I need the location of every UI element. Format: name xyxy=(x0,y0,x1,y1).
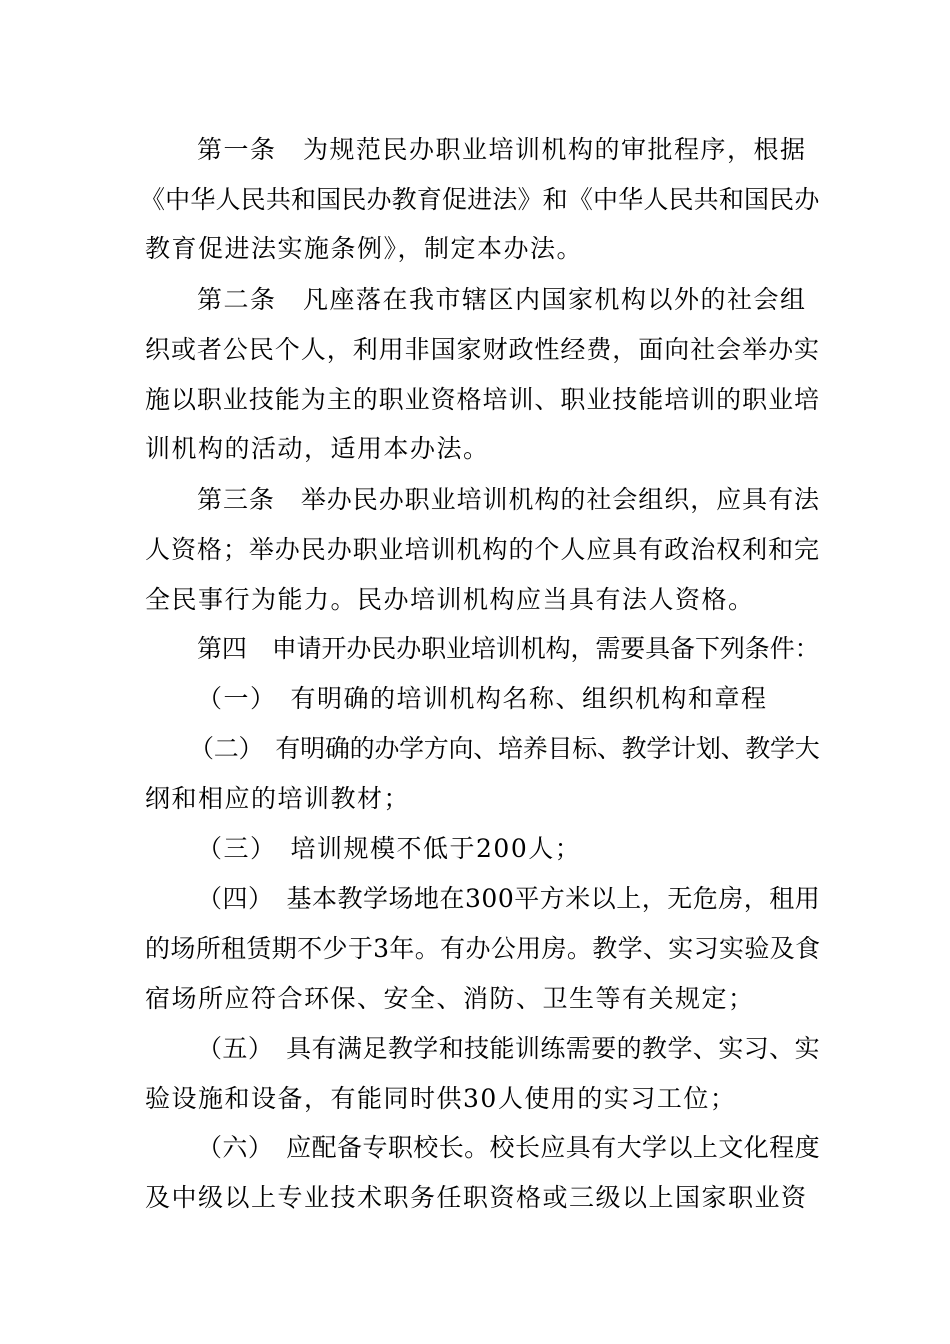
text-line-1: 第一条 为规范民办职业培训机构的审批程序，根据 xyxy=(197,135,807,164)
text-line-13: （二） 有明确的办学方向、培养目标、教学计划、教学大 xyxy=(189,734,820,763)
text-line-2: 《中华人民共和国民办教育促进法》和《中华人民共和国民办 xyxy=(140,185,820,214)
text-line-20: 验设施和设备，有能同时供30人使用的实习工位； xyxy=(145,1084,737,1113)
text-line-16: （四） 基本教学场地在300平方米以上，无危房，租用 xyxy=(197,884,821,913)
text-line-15: （三） 培训规模不低于200人； xyxy=(197,834,582,863)
text-line-19: （五） 具有满足教学和技能训练需要的教学、实习、实 xyxy=(197,1034,821,1063)
text-line-6: 施以职业技能为主的职业资格培训、职业技能培训的职业培 xyxy=(145,385,821,414)
text-line-3: 教育促进法实施条例》，制定本办法。 xyxy=(145,234,584,263)
text-line-21: （六） 应配备专职校长。校长应具有大学以上文化程度 xyxy=(197,1133,821,1162)
text-line-8: 第三条 举办民办职业培训机构的社会组织，应具有法 xyxy=(197,485,821,514)
text-line-5: 织或者公民个人，利用非国家财政性经费，面向社会举办实 xyxy=(145,335,821,364)
text-line-10: 全民事行为能力。民办培训机构应当具有法人资格。 xyxy=(145,585,755,614)
text-line-18: 宿场所应符合环保、安全、消防、卫生等有关规定； xyxy=(145,984,755,1013)
text-line-17: 的场所租赁期不少于3年。有办公用房。教学、实习实验及食 xyxy=(145,934,821,963)
text-line-12: （一） 有明确的培训机构名称、组织机构和章程 xyxy=(197,684,768,713)
text-line-7: 训机构的活动，适用本办法。 xyxy=(145,434,490,463)
text-line-11: 第四 申请开办民办职业培训机构，需要具备下列条件： xyxy=(197,634,820,663)
text-line-4: 第二条 凡座落在我市辖区内国家机构以外的社会组 xyxy=(197,285,807,314)
text-line-9: 人资格；举办民办职业培训机构的个人应具有政治权利和完 xyxy=(145,535,821,564)
text-line-14: 纲和相应的培训教材； xyxy=(145,784,411,813)
text-line-22: 及中级以上专业技术职务任职资格或三级以上国家职业资 xyxy=(145,1183,808,1212)
